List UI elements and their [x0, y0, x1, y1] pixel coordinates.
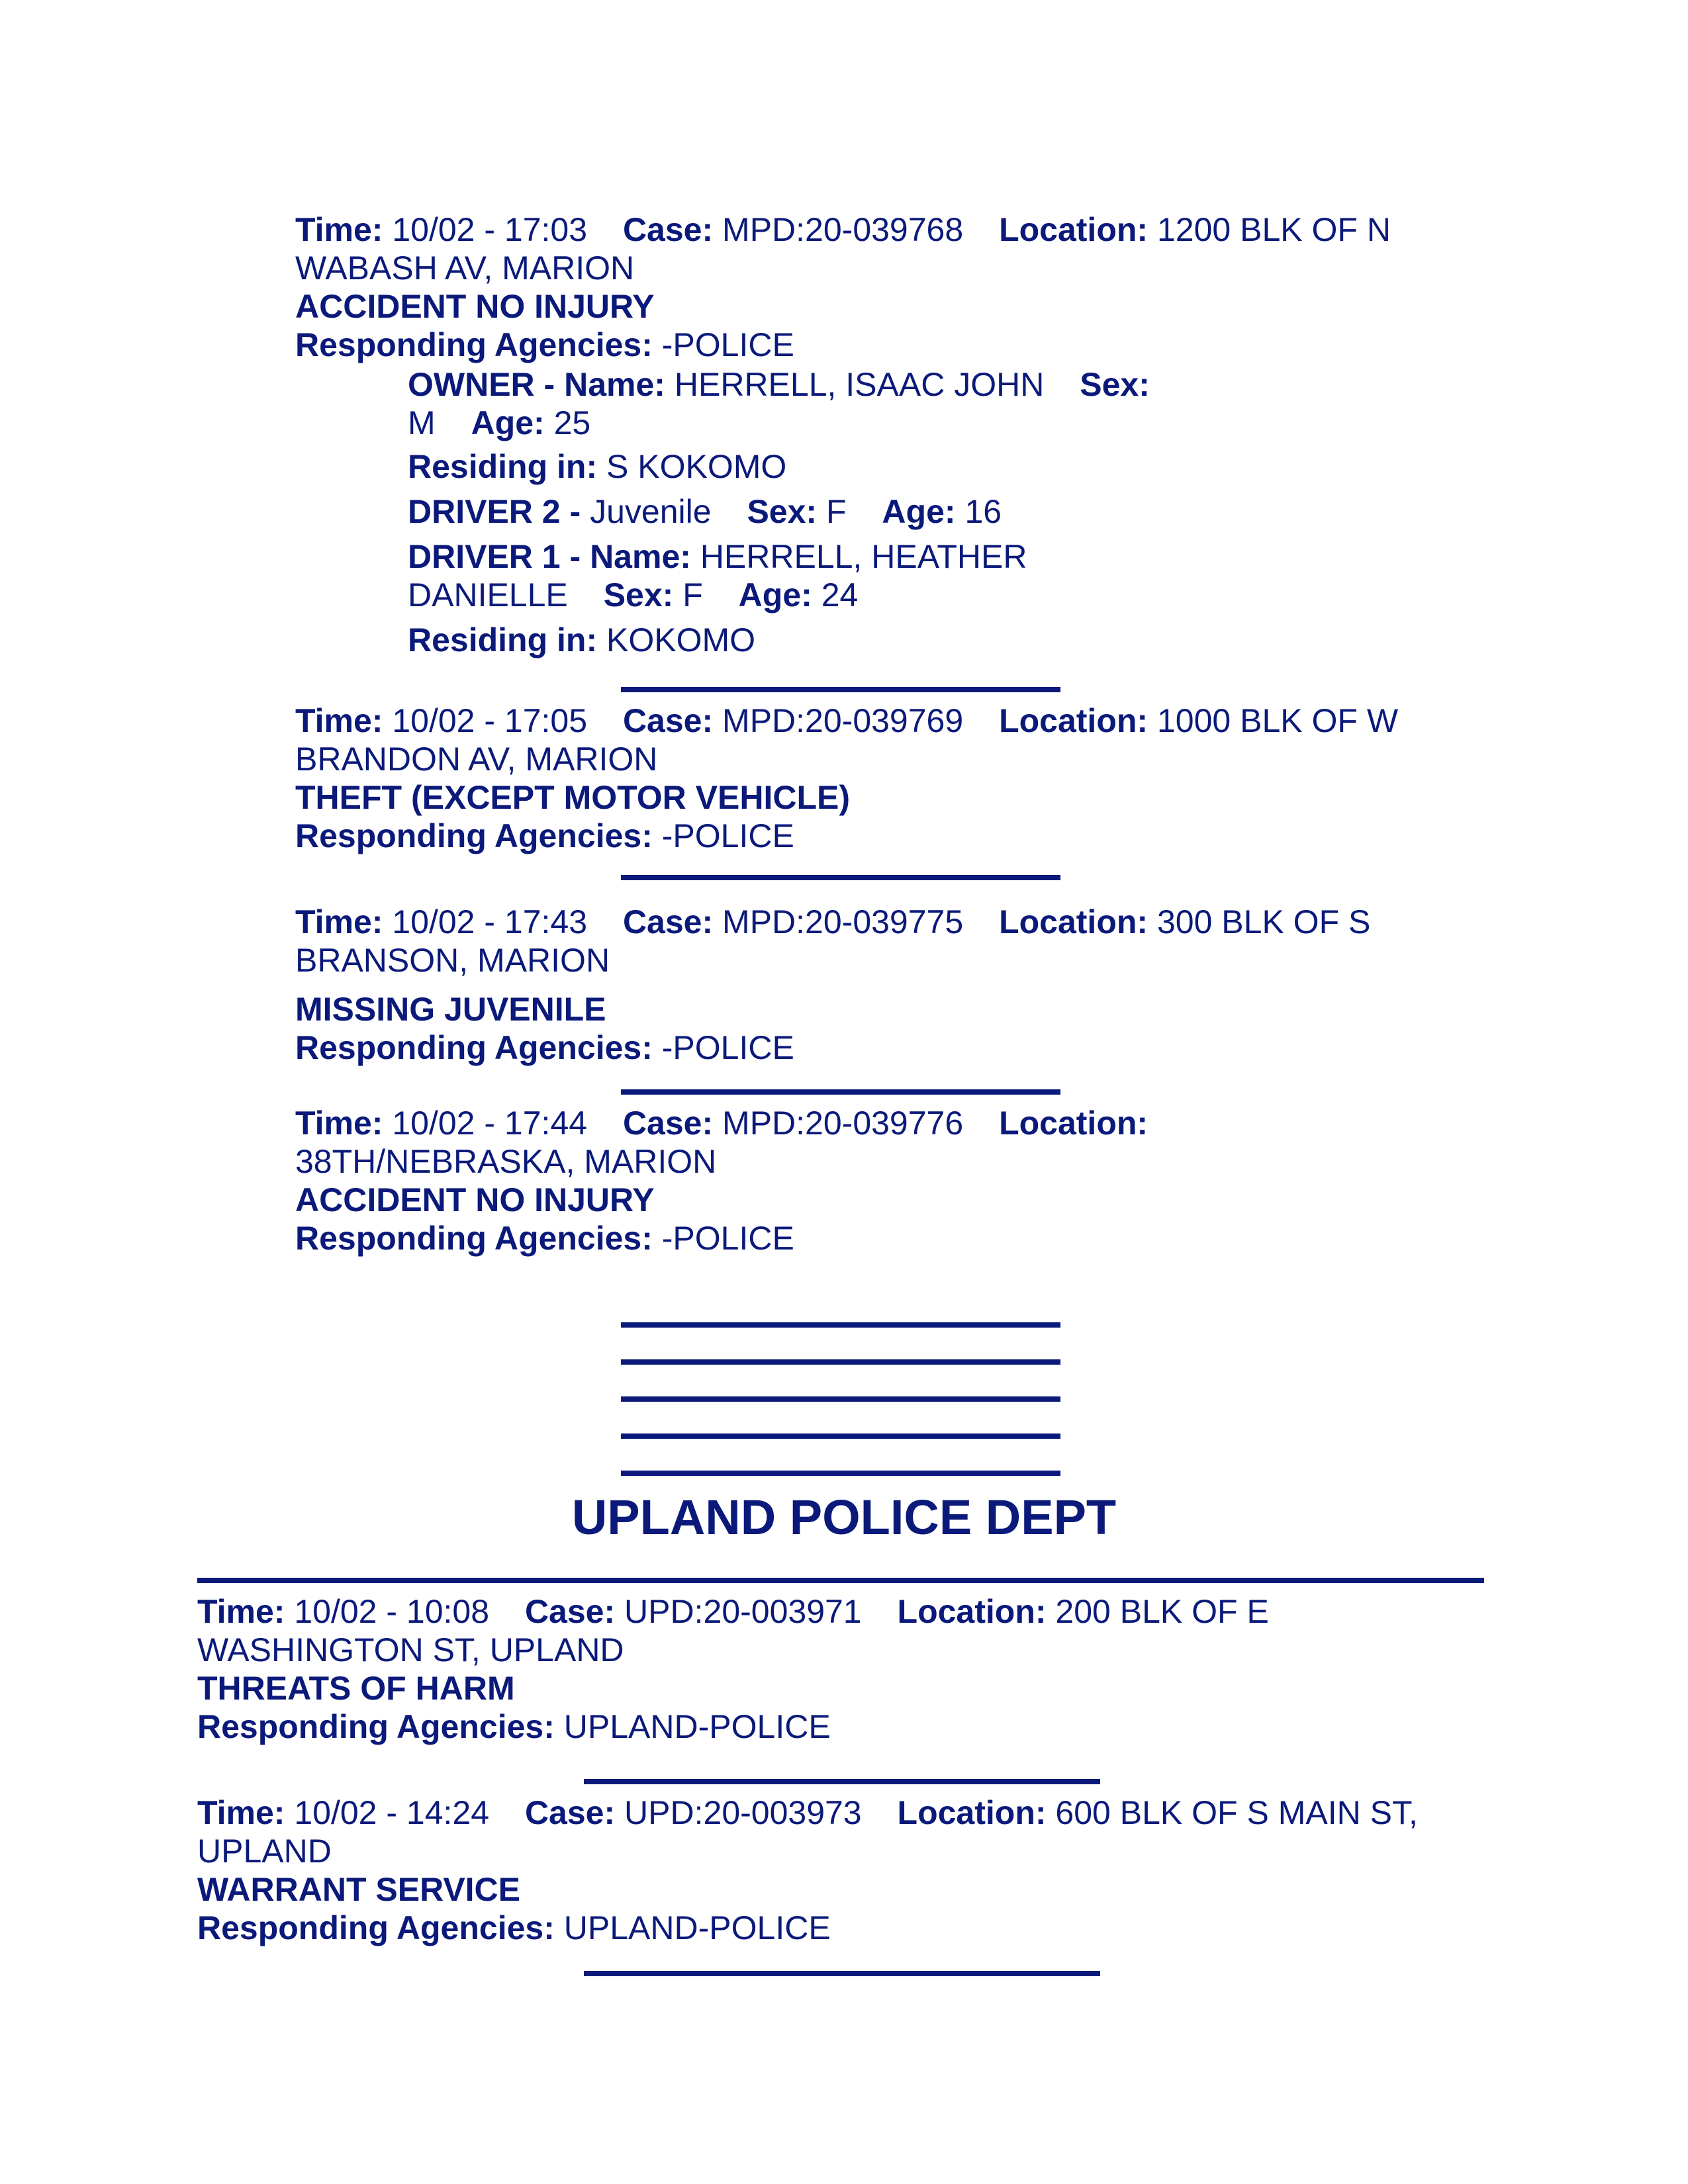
incident-type: THREATS OF HARM: [197, 1670, 515, 1707]
driver1-sex: F: [682, 576, 703, 614]
case-number: MPD:20-039768: [722, 211, 964, 248]
owner-age: 25: [553, 404, 591, 441]
incident-location-cont: 38TH/NEBRASKA, MARION: [295, 1143, 717, 1180]
incident-time: 10/02 - 17:43: [392, 903, 588, 940]
responding-label: Responding Agencies:: [295, 326, 653, 363]
section-end-rule: [621, 1322, 1060, 1328]
driver2-line: [408, 492, 1002, 531]
sex-label: Sex:: [1080, 366, 1150, 403]
incident-location-cont: WABASH AV, MARION: [295, 250, 635, 287]
responding-label: Responding Agencies:: [295, 1220, 653, 1257]
case-number: UPD:20-003973: [624, 1794, 862, 1831]
agencies-value: -POLICE: [661, 326, 794, 363]
responding-agencies: [295, 1219, 1148, 1257]
incident-header: [295, 210, 1391, 249]
age-label: Age:: [738, 576, 812, 614]
section-end-rule: [621, 1471, 1060, 1476]
case-number: MPD:20-039769: [722, 702, 964, 739]
separator-rule: [584, 1971, 1100, 1976]
incident-time: 10/02 - 17:03: [392, 211, 588, 248]
driver1-name: HERRELL, HEATHER: [700, 538, 1027, 575]
owner-sex: M: [408, 404, 436, 441]
driver2-age: 16: [964, 493, 1002, 530]
age-label: Age:: [471, 404, 545, 441]
age-label: Age:: [882, 493, 956, 530]
agencies-value: -POLICE: [661, 1029, 794, 1066]
time-label: Time:: [295, 702, 383, 739]
time-label: Time:: [295, 903, 383, 940]
residing-label: Residing in:: [408, 448, 598, 485]
case-label: Case:: [622, 211, 714, 248]
responding-label: Responding Agencies:: [295, 1029, 653, 1066]
incident: [197, 1794, 1418, 1947]
section-end-rule: [621, 1396, 1060, 1402]
incident-location-cont: BRANSON, MARION: [295, 942, 610, 979]
driver1-residence: [408, 621, 755, 659]
location-label: Location:: [999, 702, 1149, 739]
agencies-value: UPLAND-POLICE: [563, 1708, 831, 1745]
incident-location: 200 BLK OF E: [1055, 1593, 1269, 1630]
sex-label: Sex:: [747, 493, 818, 530]
incident-header: [197, 1592, 1269, 1631]
incident-time: 10/02 - 17:05: [392, 702, 588, 739]
separator-rule: [621, 875, 1060, 880]
driver1-name-cont: DANIELLE: [408, 576, 568, 614]
location-label: Location:: [897, 1794, 1047, 1831]
owner-line-cont: [408, 404, 590, 442]
owner-line: [408, 365, 1150, 404]
incident-time: 10/02 - 17:44: [392, 1105, 588, 1142]
name-label: Name:: [590, 538, 691, 575]
location-label: Location:: [897, 1593, 1047, 1630]
case-label: Case:: [622, 702, 714, 739]
incident-type: ACCIDENT NO INJURY: [295, 288, 655, 325]
incident-header: [295, 1104, 1148, 1142]
department-title-rule: [197, 1578, 1484, 1583]
agencies-value: -POLICE: [661, 817, 794, 854]
incident: [295, 1104, 1148, 1257]
section-end-rule: [621, 1433, 1060, 1439]
driver1-age: 24: [821, 576, 859, 614]
incident-header: [197, 1794, 1418, 1832]
incident-type: THEFT (EXCEPT MOTOR VEHICLE): [295, 779, 850, 816]
driver1-role: DRIVER 1 -: [408, 538, 581, 575]
case-label: Case:: [622, 1105, 714, 1142]
incident: [295, 702, 1398, 855]
separator-rule: [621, 687, 1060, 692]
time-label: Time:: [295, 1105, 383, 1142]
case-number: UPD:20-003971: [624, 1593, 862, 1630]
incident: [295, 210, 1391, 364]
responding-label: Responding Agencies:: [295, 817, 653, 854]
location-label: Location:: [999, 211, 1149, 248]
case-number: MPD:20-039776: [722, 1105, 964, 1142]
incident-location: 1000 BLK OF W: [1156, 702, 1399, 739]
separator-rule: [621, 1089, 1060, 1095]
location-label: Location:: [999, 1105, 1149, 1142]
location-label: Location:: [999, 903, 1149, 940]
department-title: UPLAND POLICE DEPT: [571, 1490, 1117, 1545]
case-label: Case:: [524, 1593, 616, 1630]
incident-location: 1200 BLK OF N: [1156, 211, 1391, 248]
driver2-name: Juvenile: [590, 493, 712, 530]
responding-label: Responding Agencies:: [197, 1708, 555, 1745]
responding-agencies: [295, 326, 1391, 364]
driver2-role: DRIVER 2 -: [408, 493, 581, 530]
incident-header: [295, 903, 1370, 941]
driver1-line: [408, 537, 1027, 576]
section-end-rule: [621, 1359, 1060, 1365]
owner-role: OWNER -: [408, 366, 555, 403]
incident-location: 300 BLK OF S: [1156, 903, 1371, 940]
responding-agencies: [197, 1707, 1269, 1746]
case-label: Case:: [524, 1794, 616, 1831]
separator-rule: [584, 1779, 1100, 1784]
owner-name: HERRELL, ISAAC JOHN: [674, 366, 1045, 403]
sex-label: Sex:: [603, 576, 674, 614]
time-label: Time:: [295, 211, 383, 248]
time-label: Time:: [197, 1794, 285, 1831]
time-label: Time:: [197, 1593, 285, 1630]
case-number: MPD:20-039775: [722, 903, 964, 940]
incident-type: WARRANT SERVICE: [197, 1871, 521, 1908]
case-label: Case:: [622, 903, 714, 940]
incident-type: ACCIDENT NO INJURY: [295, 1181, 655, 1218]
driver2-sex: F: [825, 493, 847, 530]
owner-residence: [408, 447, 786, 486]
incident-location: 600 BLK OF S MAIN ST,: [1055, 1794, 1418, 1831]
incident-type: MISSING JUVENILE: [295, 991, 606, 1028]
responding-agencies: [295, 1028, 1370, 1067]
incident-time: 10/02 - 14:24: [294, 1794, 490, 1831]
incident-time: 10/02 - 10:08: [294, 1593, 490, 1630]
driver1-line-cont: [408, 576, 858, 614]
residing-label: Residing in:: [408, 621, 598, 659]
incident-location-cont: BRANDON AV, MARION: [295, 741, 658, 778]
agencies-value: UPLAND-POLICE: [563, 1909, 831, 1946]
incident-location-cont: WASHINGTON ST, UPLAND: [197, 1631, 624, 1668]
incident-location-cont: UPLAND: [197, 1833, 332, 1870]
incident: [295, 903, 1370, 1067]
responding-agencies: [295, 817, 1398, 855]
name-label: Name:: [564, 366, 665, 403]
owner-residing: S KOKOMO: [606, 448, 787, 485]
agencies-value: -POLICE: [661, 1220, 794, 1257]
responding-agencies: [197, 1909, 1418, 1947]
incident: [197, 1592, 1269, 1746]
driver1-residing: KOKOMO: [606, 621, 756, 659]
responding-label: Responding Agencies:: [197, 1909, 555, 1946]
incident-header: [295, 702, 1398, 740]
